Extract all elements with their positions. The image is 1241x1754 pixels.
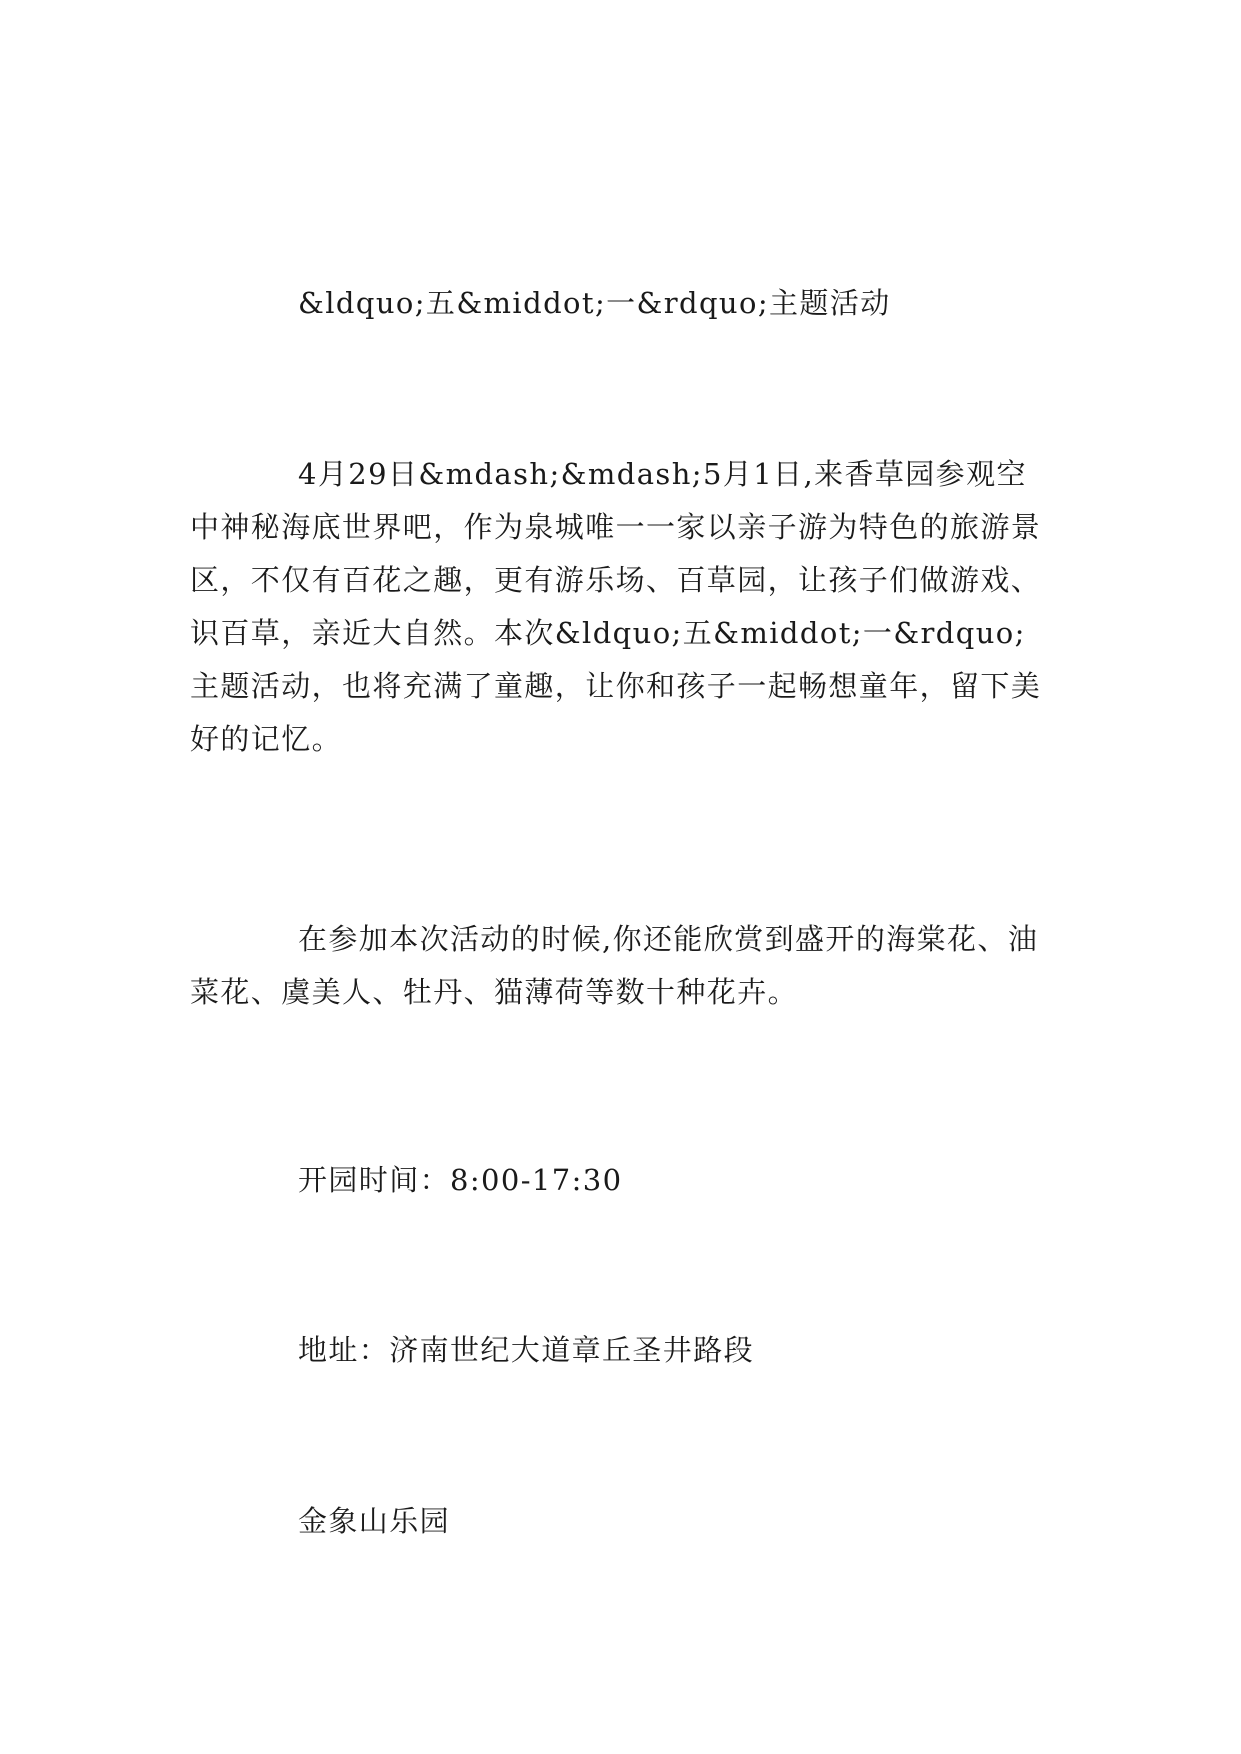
activity-intro-paragraph: 4月29日&mdash;&mdash;5月1日,来香草园参观空中神秘海底世界吧，作为泉城唯一一家以亲子游为特色的旅游景区，不仅有百花之趣，更有游乐场、百草园，让孩子们做游戏、识百草，亲近大自然。本次&ldquo;五&middot;一&rdquo;主题活动，也将充满了童趣，让你和孩子一起畅想童年，留下美好的记忆。 xyxy=(190,457,1042,756)
activity-title-paragraph: &ldquo;五&middot;一&rdquo;主题活动 xyxy=(298,286,891,320)
flowers-paragraph: 在参加本次活动的时候,你还能欣赏到盛开的海棠花、油菜花、虞美人、牡丹、猫薄荷等数十种花卉。 xyxy=(190,922,1039,1009)
next-section-heading: 金象山乐园 xyxy=(298,1504,451,1538)
address-paragraph: 地址：济南世纪大道章丘圣井路段 xyxy=(298,1333,755,1367)
opening-hours-paragraph: 开园时间：8:00-17:30 xyxy=(298,1163,623,1197)
